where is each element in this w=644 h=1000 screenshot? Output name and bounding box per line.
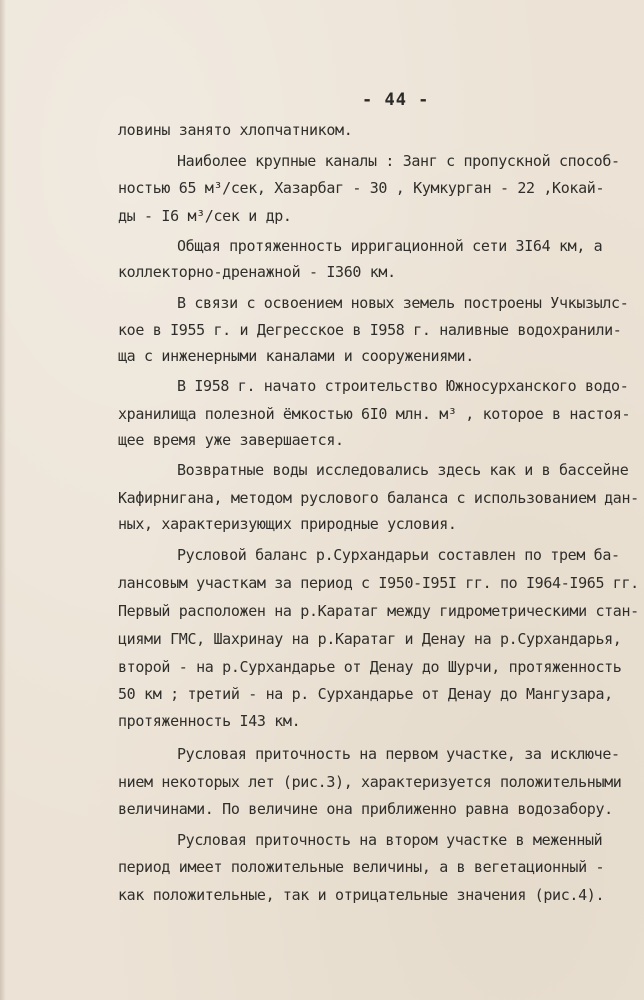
text-line: как положительные, так и отрицательные значения (рис.4). <box>118 886 605 904</box>
text-line: величинами. По величине она приближенно равна водозабору. <box>118 800 613 818</box>
text-line: Русловая приточность на втором участке в меженный <box>177 831 603 849</box>
text-line: щее время уже завершается. <box>118 431 344 449</box>
text-line: ных, характеризующих природные условия. <box>118 515 457 533</box>
text-line: Кафирнигана, методом руслового баланса с использованием дан- <box>118 489 639 507</box>
text-line: второй - на р.Сурхандарье от Денау до Шурчи, протяженность <box>118 658 622 676</box>
text-line: ловины занято хлопчатником. <box>118 121 353 139</box>
page-edge-shadow <box>0 0 6 1000</box>
text-line: коллекторно-дренажной - I360 км. <box>118 263 396 281</box>
text-line: нием некоторых лет (рис.3), характеризуется положительными <box>118 773 622 791</box>
text-line: В связи с освоением новых земель построены Учкызылс- <box>177 294 629 312</box>
text-line: Первый расположен на р.Каратаг между гидрометрическими стан- <box>118 602 639 620</box>
text-line: В I958 г. начато строительство Южносурханского водо- <box>177 377 629 395</box>
text-line: Русловой баланс р.Сурхандарьи составлен по трем ба- <box>177 546 620 564</box>
text-line: Русловая приточность на первом участке, за исключе- <box>177 745 620 763</box>
text-line: циями ГМС, Шахринау на р.Каратаг и Денау на р.Сурхандарья, <box>118 630 622 648</box>
text-line: Возвратные воды исследовались здесь как и в бассейне <box>177 461 629 479</box>
text-line: кое в I955 г. и Дегресское в I958 г. наливные водохранили- <box>118 321 622 339</box>
text-line: ща с инженерными каналами и сооружениями. <box>118 347 474 365</box>
text-line: протяженность I43 км. <box>118 712 301 730</box>
page-number: - 44 - <box>362 90 430 110</box>
text-line: Общая протяженность ирригационной сети 3I64 км, а <box>177 237 603 255</box>
text-line: лансовым участкам за период с I950-I95I гг. по I964-I965 гг. <box>118 574 639 592</box>
text-line: Наиболее крупные каналы : Занг с пропускной способ- <box>177 152 620 170</box>
text-line: период имеет положительные величины, а в вегетационный - <box>118 858 605 876</box>
text-line: ды - I6 м³/сек и др. <box>118 207 292 225</box>
text-line: 50 км ; третий - на р. Сурхандарье от Денау до Мангузара, <box>118 685 613 703</box>
text-line: хранилища полезной ёмкостью 6I0 млн. м³ , которое в настоя- <box>118 405 631 423</box>
text-line: ностью 65 м³/сек, Хазарбаг - 30 , Кумкурган - 22 ,Кокай- <box>118 179 605 197</box>
